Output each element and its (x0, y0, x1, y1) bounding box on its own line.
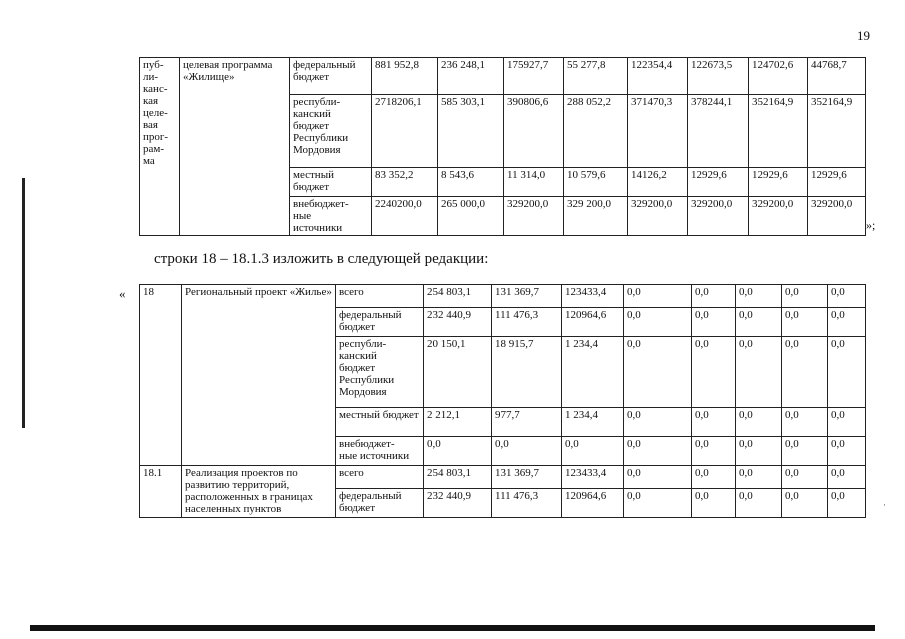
value-cell: 11 314,0 (504, 168, 564, 197)
value-cell: 0,0 (624, 437, 692, 466)
value-cell: 371470,3 (628, 95, 688, 168)
source-cell: республи- канский бюджет Республики Мордовия (290, 95, 372, 168)
value-cell: 123433,4 (562, 466, 624, 489)
source-cell: внебюджет- ные источники (290, 197, 372, 236)
program-type-cell: пуб- ли- канс- кая целе- вая прог- рам- ма (140, 58, 180, 236)
value-cell: 12929,6 (688, 168, 749, 197)
value-cell: 0,0 (782, 437, 828, 466)
row-number-cell: 18.1 (140, 466, 182, 518)
value-cell: 111 476,3 (492, 308, 562, 337)
value-cell: 232 440,9 (424, 308, 492, 337)
value-cell: 0,0 (828, 285, 866, 308)
budget-table-new-edition (139, 284, 866, 518)
value-cell: 0,0 (692, 489, 736, 518)
value-cell: 0,0 (828, 437, 866, 466)
source-cell: всего (336, 466, 424, 489)
project-name-cell: Реализация проектов по развитию территорий, расположенных в границах населенных пунктов (182, 466, 336, 518)
value-cell: 55 277,8 (564, 58, 628, 95)
value-cell: 175927,7 (504, 58, 564, 95)
table2-row (140, 466, 866, 489)
value-cell: 0,0 (692, 466, 736, 489)
budget-table-continuation (139, 57, 866, 236)
value-cell: 0,0 (736, 337, 782, 408)
value-cell: 0,0 (692, 437, 736, 466)
value-cell: 0,0 (692, 285, 736, 308)
value-cell: 120964,6 (562, 308, 624, 337)
value-cell: 0,0 (828, 308, 866, 337)
value-cell: 0,0 (692, 337, 736, 408)
value-cell: 0,0 (828, 466, 866, 489)
value-cell: 236 248,1 (438, 58, 504, 95)
opening-quote: « (119, 286, 126, 301)
value-cell: 20 150,1 (424, 337, 492, 408)
value-cell: 0,0 (828, 489, 866, 518)
value-cell: 0,0 (624, 285, 692, 308)
value-cell: 0,0 (692, 408, 736, 437)
value-cell: 0,0 (692, 308, 736, 337)
value-cell: 131 369,7 (492, 285, 562, 308)
value-cell: 0,0 (828, 337, 866, 408)
value-cell: 10 579,6 (564, 168, 628, 197)
row-number-cell: 18 (140, 285, 182, 466)
source-cell: федеральный бюджет (336, 489, 424, 518)
page-number: 19 (857, 28, 870, 43)
value-cell: 0,0 (624, 466, 692, 489)
table1-row (140, 58, 866, 95)
value-cell: 0,0 (624, 408, 692, 437)
value-cell: 977,7 (492, 408, 562, 437)
value-cell: 0,0 (736, 408, 782, 437)
source-cell: всего (336, 285, 424, 308)
value-cell: 0,0 (736, 466, 782, 489)
value-cell: 122673,5 (688, 58, 749, 95)
value-cell: 123433,4 (562, 285, 624, 308)
source-cell: внебюджет- ные источники (336, 437, 424, 466)
value-cell: 120964,6 (562, 489, 624, 518)
value-cell: 0,0 (424, 437, 492, 466)
value-cell: 2718206,1 (372, 95, 438, 168)
value-cell: 0,0 (782, 408, 828, 437)
value-cell: 18 915,7 (492, 337, 562, 408)
source-cell: местный бюджет (336, 408, 424, 437)
value-cell: 329200,0 (808, 197, 866, 236)
value-cell: 0,0 (782, 489, 828, 518)
value-cell: 265 000,0 (438, 197, 504, 236)
program-name-cell: целевая программа «Жилище» (180, 58, 290, 236)
value-cell: 111 476,3 (492, 489, 562, 518)
project-name-cell: Региональный проект «Жилье» (182, 285, 336, 466)
value-cell: 0,0 (736, 308, 782, 337)
value-cell: 0,0 (828, 408, 866, 437)
value-cell: 8 543,6 (438, 168, 504, 197)
value-cell: 0,0 (736, 437, 782, 466)
closing-quote: »; (866, 218, 876, 232)
source-cell: федеральный бюджет (290, 58, 372, 95)
source-cell: федеральный бюджет (336, 308, 424, 337)
value-cell: 122354,4 (628, 58, 688, 95)
source-cell: республи- канский бюджет Республики Мордовия (336, 337, 424, 408)
value-cell: 288 052,2 (564, 95, 628, 168)
value-cell: 0,0 (782, 308, 828, 337)
value-cell: 329200,0 (749, 197, 808, 236)
value-cell: 378244,1 (688, 95, 749, 168)
value-cell: 329200,0 (688, 197, 749, 236)
value-cell: 0,0 (624, 489, 692, 518)
value-cell: 1 234,4 (562, 408, 624, 437)
value-cell: 44768,7 (808, 58, 866, 95)
margin-scan-line (22, 178, 25, 428)
value-cell: 0,0 (782, 337, 828, 408)
table2-row (140, 285, 866, 308)
value-cell: 352164,9 (749, 95, 808, 168)
value-cell: 329 200,0 (564, 197, 628, 236)
section-heading: строки 18 – 18.1.3 изложить в следующей редакции: (154, 251, 489, 267)
value-cell: 254 803,1 (424, 466, 492, 489)
value-cell: 14126,2 (628, 168, 688, 197)
value-cell: 390806,6 (504, 95, 564, 168)
scan-speck: · (883, 500, 886, 510)
value-cell: 0,0 (624, 308, 692, 337)
value-cell: 1 234,4 (562, 337, 624, 408)
value-cell: 0,0 (624, 337, 692, 408)
value-cell: 352164,9 (808, 95, 866, 168)
value-cell: 12929,6 (808, 168, 866, 197)
value-cell: 254 803,1 (424, 285, 492, 308)
value-cell: 0,0 (736, 285, 782, 308)
value-cell: 0,0 (782, 466, 828, 489)
value-cell: 0,0 (736, 489, 782, 518)
source-cell: местный бюджет (290, 168, 372, 197)
value-cell: 0,0 (492, 437, 562, 466)
value-cell: 881 952,8 (372, 58, 438, 95)
value-cell: 12929,6 (749, 168, 808, 197)
value-cell: 0,0 (562, 437, 624, 466)
value-cell: 2 212,1 (424, 408, 492, 437)
bottom-scan-bar (30, 625, 875, 631)
value-cell: 83 352,2 (372, 168, 438, 197)
value-cell: 2240200,0 (372, 197, 438, 236)
value-cell: 329200,0 (628, 197, 688, 236)
value-cell: 585 303,1 (438, 95, 504, 168)
value-cell: 0,0 (782, 285, 828, 308)
value-cell: 329200,0 (504, 197, 564, 236)
value-cell: 232 440,9 (424, 489, 492, 518)
value-cell: 124702,6 (749, 58, 808, 95)
value-cell: 131 369,7 (492, 466, 562, 489)
